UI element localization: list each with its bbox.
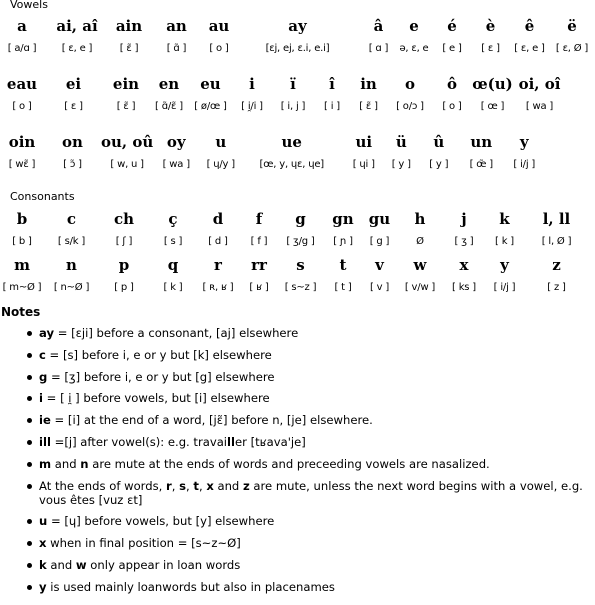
consonant-ipa: [ s~z ] (284, 281, 317, 293)
consonant-ipa: Ø (416, 235, 424, 247)
vowel-letter: y (519, 133, 529, 151)
note-text: = [s] before i, e or y but [k] elsewhere (45, 347, 272, 362)
consonant-ipa: [ d ] (208, 235, 228, 247)
vowel-table-row-1 (0, 14, 595, 58)
consonant-ipa: [ p ] (114, 281, 134, 293)
vowel-ipa: [ o/ɔ ] (396, 100, 424, 112)
note-highlight: k (39, 557, 47, 572)
consonant-letter: w (413, 256, 427, 274)
vowel-ipa: [ œ ] (480, 100, 505, 112)
vowel-letter: i (249, 75, 255, 93)
vowel-ipa: [ e ] (442, 42, 462, 54)
consonant-ipa: [ v/w ] (404, 281, 436, 293)
vowel-letter: ay (288, 17, 307, 35)
consonant-letter: z (552, 256, 561, 274)
consonant-ipa: [ s ] (163, 235, 183, 247)
consonant-ipa: [ ɲ ] (333, 235, 353, 247)
vowels-heading: Vowels (10, 0, 48, 11)
vowel-ipa: [ a/ɑ ] (7, 42, 37, 54)
note-highlight: ie (39, 413, 51, 428)
consonant-letter: v (375, 256, 384, 274)
note-highlight: y (39, 579, 47, 594)
consonant-letters-row (0, 207, 587, 231)
note-highlight: ill (39, 434, 51, 449)
note-item (0, 391, 595, 405)
vowel-letter: ou, oû (101, 133, 154, 151)
note-text: = [ɛji] before a consonant, [aj] elsewhere (54, 326, 299, 340)
vowel-ipa: [ i, j ] (280, 100, 306, 112)
vowel-ipa: [ɛj, ej, ɛ.i, e.i] (265, 42, 330, 54)
consonant-ipa-row (0, 231, 587, 251)
note-highlight: z (242, 478, 250, 493)
vowel-letter: ô (446, 75, 457, 93)
consonant-letter: ç (168, 210, 178, 228)
note-text: = [ʒ] before i, e or y but [g] elsewhere (47, 369, 275, 384)
note-text: and (213, 478, 243, 493)
consonant-letter: y (500, 256, 509, 274)
vowel-letter: ain (115, 17, 143, 35)
consonant-ipa: [ b ] (12, 235, 32, 247)
note-text: , (186, 478, 194, 493)
vowel-letter: eau (6, 75, 38, 93)
consonant-ipa: [ z ] (547, 281, 566, 293)
vowel-ipa: [ ø/œ ] (194, 100, 227, 112)
vowel-ipa-row (0, 96, 565, 116)
consonant-letter: k (499, 210, 510, 228)
vowel-ipa: [ i/j ] (513, 158, 536, 170)
vowel-ipa: [ ɛ ] (64, 100, 83, 112)
vowel-letter: o (404, 75, 415, 93)
consonant-letter: x (459, 256, 469, 274)
note-text: and (51, 456, 81, 471)
consonant-letter: n (66, 256, 77, 274)
note-highlight: ay (39, 326, 55, 340)
consonant-ipa: [ t ] (334, 281, 352, 293)
note-text: are mute, unless the next word begins with a vowel, e.g. vous êtes [vuz ɛt] (39, 478, 583, 507)
consonant-letter: l, ll (542, 210, 571, 228)
vowel-ipa: ə, ɛ, e (399, 42, 429, 54)
vowel-ipa: [ ɥ/y ] (206, 158, 235, 170)
note-text: =[j] after vowel(s): e.g. travai (50, 434, 228, 449)
vowel-ipa: [ o ] (12, 100, 32, 112)
vowel-letter: oy (166, 133, 186, 151)
vowel-ipa: [ o ] (209, 42, 229, 54)
note-highlight: ll (227, 434, 235, 449)
consonant-letter: c (66, 210, 77, 228)
vowel-ipa: [ ɛ, Ø ] (555, 42, 589, 54)
consonant-ipa: [ ʁ ] (249, 281, 269, 293)
vowel-letter: au (208, 17, 230, 35)
note-text: er [tʁava'je] (234, 434, 306, 449)
vowel-ipa-row (0, 154, 547, 174)
notes-heading: Notes (1, 305, 41, 319)
note-item (0, 536, 595, 550)
consonant-ipa: [ ks ] (452, 281, 476, 293)
note-highlight: s (179, 478, 187, 493)
note-text: when in final position = [s~z~Ø] (46, 536, 241, 551)
consonant-letter: rr (251, 256, 267, 274)
consonant-letter: p (118, 256, 130, 274)
consonant-table-row-1 (0, 207, 587, 251)
consonant-letter: gu (368, 210, 391, 228)
vowel-letter: a (17, 17, 27, 35)
vowel-letter: é (447, 17, 457, 35)
note-item (0, 558, 595, 572)
vowel-ipa: [œ, y, ɥɛ, ɥe] (259, 158, 324, 170)
consonant-ipa: [ m~Ø ] (2, 281, 42, 293)
consonant-ipa: [ v ] (369, 281, 390, 293)
vowel-ipa: [ ɛ̃ ] (119, 42, 139, 54)
note-item (0, 435, 595, 449)
note-text: is used mainly loanwords but also in placenames (46, 579, 335, 594)
consonant-letter: j (461, 210, 467, 228)
consonant-letter: g (295, 210, 306, 228)
note-highlight: t (193, 478, 199, 493)
note-item (0, 457, 595, 471)
consonant-ipa: [ k ] (495, 235, 514, 247)
note-item (0, 326, 595, 340)
vowel-letter: è (485, 17, 496, 35)
vowel-letter: â (373, 17, 384, 35)
vowel-letter: u (215, 133, 227, 151)
vowel-ipa: [ ɛ̃ ] (359, 100, 378, 112)
consonant-letter: gn (332, 210, 354, 228)
vowel-letter: œ(u) (472, 75, 513, 93)
vowel-letter: oi, oî (518, 75, 561, 93)
vowel-letter: ai, aî (56, 17, 98, 35)
consonant-ipa-row (0, 277, 587, 297)
vowel-letter: un (470, 133, 493, 151)
consonant-letter: s (296, 256, 305, 274)
consonant-letter: q (167, 256, 179, 274)
vowel-letter: ui (355, 133, 373, 151)
note-highlight: u (39, 514, 48, 529)
note-highlight: c (39, 347, 46, 362)
consonant-ipa: [ l, Ø ] (541, 235, 572, 247)
consonant-ipa: [ g ] (369, 235, 390, 247)
note-highlight: i (39, 391, 43, 406)
vowel-letter: eu (200, 75, 221, 93)
note-text: = [i] at the end of a word, [jɛ̃] before n, [je] elsewhere. (50, 413, 373, 428)
consonant-letter: t (339, 256, 347, 274)
vowel-letters-row (0, 72, 565, 96)
vowel-letter: ë (567, 17, 577, 35)
vowel-ipa: [ œ̃ ] (469, 158, 493, 170)
vowel-ipa: [ ɑ̃/ɛ̃ ] (155, 100, 183, 112)
vowel-letter: ü (395, 133, 407, 151)
vowel-ipa: [ wɛ̃ ] (8, 158, 36, 170)
notes-list (0, 326, 595, 602)
vowel-ipa: [ o ] (442, 100, 462, 112)
note-text: , (171, 478, 180, 493)
note-highlight: w (75, 557, 87, 572)
vowel-ipa: [ i̯/i ] (241, 100, 263, 112)
consonant-letters-row (0, 253, 587, 277)
consonants-heading: Consonants (10, 190, 75, 203)
consonant-letter: b (16, 210, 28, 228)
note-text: At the ends of words, (39, 478, 167, 493)
vowel-ipa-row (0, 38, 595, 58)
note-item (0, 370, 595, 384)
vowel-letter: ê (524, 17, 535, 35)
consonant-ipa: [ f ] (250, 235, 268, 247)
consonant-ipa: [ k ] (163, 281, 183, 293)
vowel-letter: oin (8, 133, 36, 151)
consonant-letter: f (255, 210, 263, 228)
vowel-ipa: [ ɥi ] (352, 158, 375, 170)
vowel-ipa: [ ɛ̃ ] (116, 100, 136, 112)
note-text: are mute at the ends of words and preceeding vowels are nasalized. (88, 456, 490, 471)
vowel-letters-row (0, 130, 547, 154)
note-text: = [ɥ] before vowels, but [y] elsewhere (47, 514, 275, 529)
consonant-ipa: [ s/k ] (57, 235, 86, 247)
consonant-table-row-2 (0, 253, 587, 297)
consonant-ipa: [ ʒ/g ] (286, 235, 315, 247)
vowel-ipa: [ y ] (429, 158, 449, 170)
note-item (0, 479, 595, 507)
note-item (0, 348, 595, 362)
vowel-letter: ï (290, 75, 296, 93)
note-item (0, 580, 595, 594)
note-item (0, 514, 595, 528)
vowel-letter: î (329, 75, 335, 93)
note-highlight: m (39, 456, 52, 471)
note-highlight: n (80, 456, 89, 471)
note-highlight: x (206, 478, 214, 493)
note-text: , (198, 478, 207, 493)
note-text: and (46, 557, 76, 572)
vowel-ipa: [ ɑ ] (368, 42, 389, 54)
consonant-letter: h (414, 210, 426, 228)
vowel-letter: ein (112, 75, 140, 93)
consonant-letter: ch (113, 210, 135, 228)
vowel-letter: on (62, 133, 83, 151)
vowel-ipa: [ wa ] (525, 100, 554, 112)
vowel-ipa: [ ɛ ] (481, 42, 500, 54)
note-highlight: r (166, 478, 172, 493)
vowel-letter: ei (65, 75, 82, 93)
note-highlight: g (39, 369, 48, 384)
vowel-letter: ue (281, 133, 302, 151)
note-item (0, 413, 595, 427)
vowel-ipa: [ ɑ̃ ] (166, 42, 187, 54)
consonant-ipa: [ ʀ, ʁ ] (202, 281, 234, 293)
consonant-ipa: [ ʒ ] (454, 235, 474, 247)
vowel-ipa: [ i ] (324, 100, 340, 112)
vowel-ipa: [ w, u ] (110, 158, 144, 170)
vowel-letter: in (360, 75, 377, 93)
note-highlight: x (39, 536, 47, 551)
consonant-letter: d (212, 210, 224, 228)
vowel-ipa: [ wa ] (162, 158, 190, 170)
vowel-table-row-3 (0, 130, 547, 174)
consonant-ipa: [ ʃ ] (115, 235, 133, 247)
vowel-ipa: [ ɔ̃ ] (63, 158, 82, 170)
vowel-letter: e (409, 17, 419, 35)
vowel-ipa: [ ɛ, e ] (61, 42, 93, 54)
note-text: = [ i̯ ] before vowels, but [i] elsewhere (42, 391, 270, 406)
note-text: only appear in loan words (86, 557, 241, 572)
consonant-letter: r (214, 256, 222, 274)
vowel-ipa: [ ɛ, e ] (514, 42, 545, 54)
vowel-letter: an (166, 17, 187, 35)
consonant-ipa: [ i/j ] (493, 281, 516, 293)
consonant-letter: m (14, 256, 30, 274)
consonant-ipa: [ n~Ø ] (53, 281, 90, 293)
vowel-letter: en (158, 75, 180, 93)
vowel-letter: û (433, 133, 445, 151)
vowel-letters-row (0, 14, 595, 38)
vowel-table-row-2 (0, 72, 565, 116)
vowel-ipa: [ y ] (391, 158, 411, 170)
